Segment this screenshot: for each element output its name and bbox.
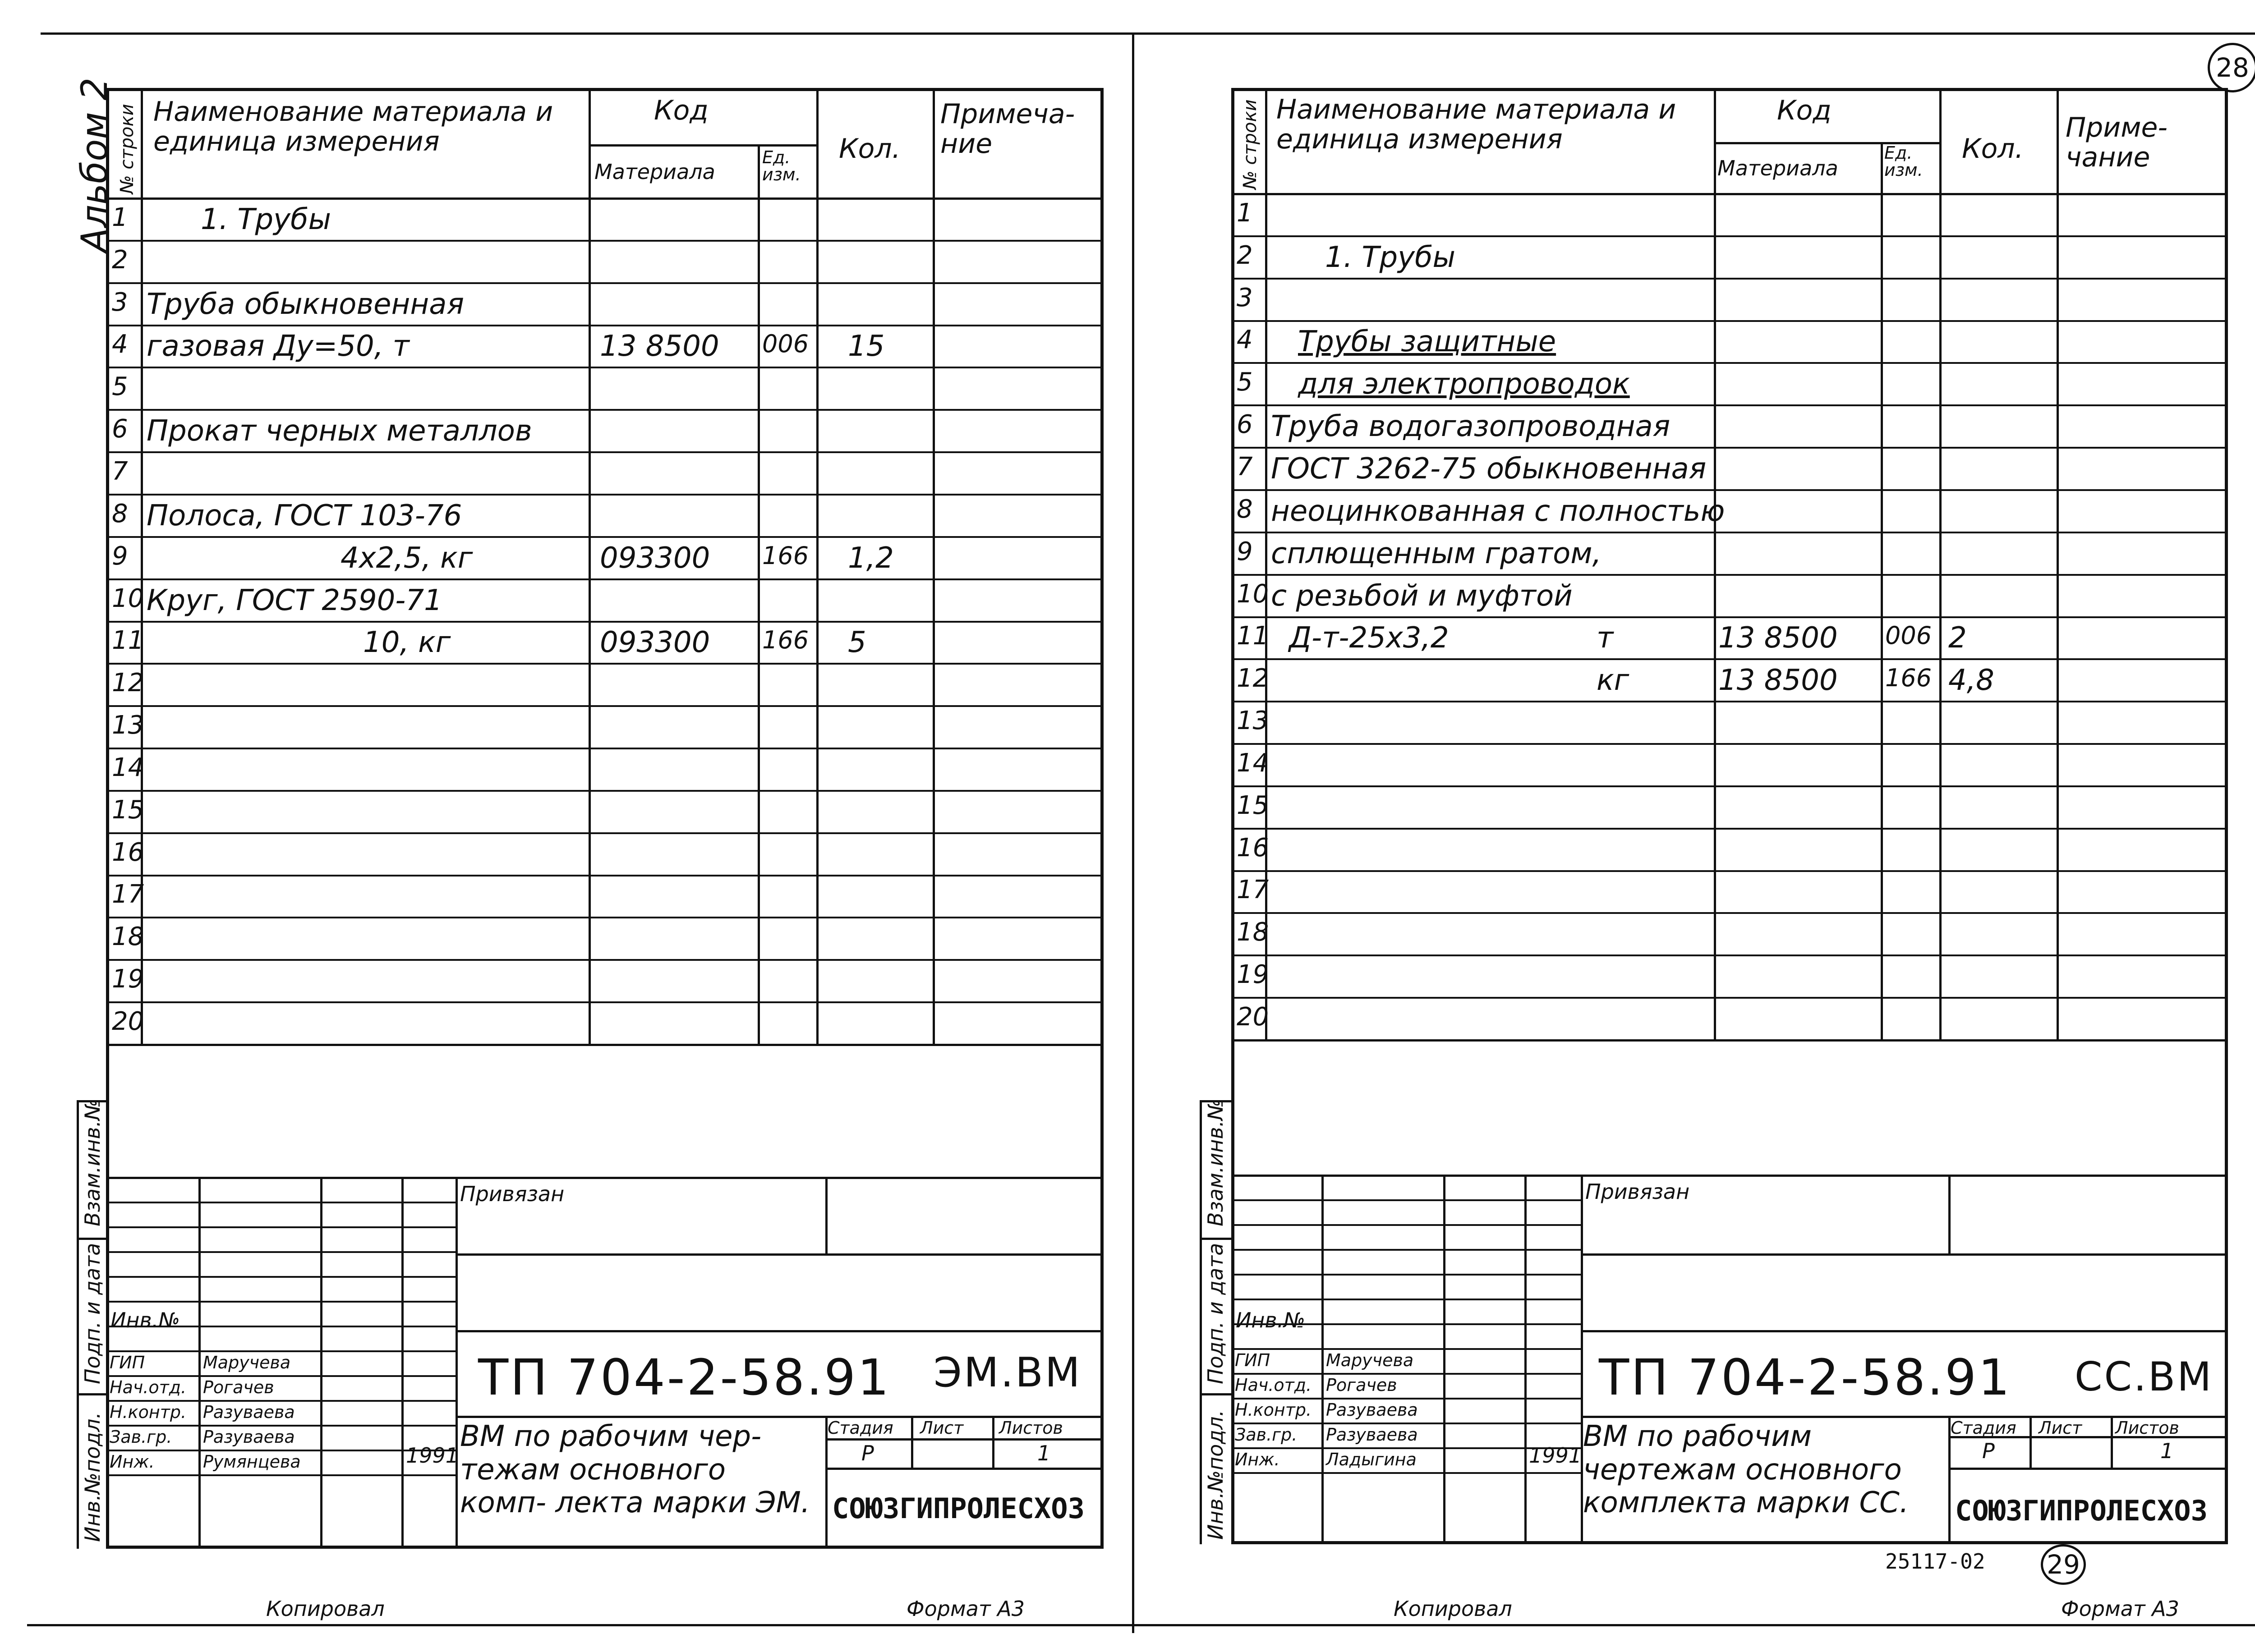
r-side-h2 [1200, 1238, 1231, 1240]
row-divider [106, 663, 1104, 665]
row-divider [1231, 870, 2228, 872]
l-col-name [589, 88, 591, 1044]
stamp-grid-line [106, 1400, 456, 1402]
row-divider [1231, 362, 2228, 364]
stamp-name: Румянцева [203, 1452, 301, 1472]
row-divider [106, 917, 1104, 918]
row-n: 18 [112, 922, 144, 952]
row-divider [1231, 404, 2228, 406]
r-col-name [1714, 88, 1716, 1039]
r-stamp-v-st2 [2111, 1416, 2113, 1468]
row-n: 3 [1237, 283, 1253, 312]
row-name: газовая Ду=50, т [147, 330, 410, 363]
row-n: 15 [112, 795, 144, 825]
row-name: неоцинкованная с полностью [1271, 494, 1725, 528]
row-divider [106, 536, 1104, 538]
r-stage: Р [1982, 1439, 1995, 1463]
stamp-role: Нач.отд. [1235, 1375, 1312, 1395]
r-stamp-top [1231, 1175, 2228, 1177]
stamp-grid-line [1231, 1299, 1581, 1300]
l-privyazan: Привязан [460, 1182, 565, 1206]
row-n: 9 [1237, 537, 1253, 566]
row-unit: 166 [762, 626, 809, 655]
row-divider [106, 621, 1104, 623]
l-stamp-top [106, 1177, 1104, 1179]
r-stamp-v-st1 [2030, 1416, 2032, 1468]
l-hdr-line-no: № строки [117, 104, 138, 194]
stamp-grid-line [1231, 1447, 1581, 1449]
row-qty: 2 [1948, 621, 1967, 655]
row-qty: 1,2 [848, 541, 894, 575]
stamp-grid-line [106, 1276, 456, 1278]
row-divider [106, 705, 1104, 707]
row-n: 5 [1237, 367, 1253, 397]
l-doc-title: ВМ по рабочим чер- тежам основного комп- лекта марки ЭМ. [460, 1420, 810, 1520]
row-code: 093300 [600, 626, 710, 660]
row-n: 1 [1237, 198, 1253, 228]
l-side-h2 [77, 1238, 106, 1240]
page-number-28: 28 [2208, 43, 2255, 92]
row-qty: 5 [848, 626, 866, 660]
r-grid-v2 [1443, 1175, 1445, 1544]
r-hdr-material: Материала [1717, 156, 1838, 180]
l-hdr-material: Материала [594, 160, 715, 184]
stamp-grid-line [106, 1450, 456, 1451]
row-divider [106, 282, 1104, 284]
l-stamp-v-right [825, 1177, 828, 1253]
row-code: 13 8500 [1718, 664, 1838, 698]
row-n: 11 [1237, 621, 1269, 651]
row-n: 4 [112, 330, 128, 359]
l-hdr-sub [589, 144, 816, 147]
l-side-h3 [77, 1393, 106, 1395]
row-divider [106, 367, 1104, 368]
row-name: сплющенным гратом, [1271, 537, 1602, 570]
l-side-3: Инв.№подл. [80, 1412, 105, 1542]
l-hdr-name: Наименование материала и единица измерения [153, 96, 553, 157]
r-side-2: Подп. и дата [1203, 1243, 1228, 1384]
r-side-1: Взам.инв.№ [1203, 1098, 1228, 1226]
row-divider [1231, 447, 2228, 449]
r-hdr-qty: Кол. [1962, 133, 2024, 165]
row-n: 8 [1237, 494, 1253, 524]
row-n: 13 [112, 711, 144, 740]
r-doc-number: ТП 704-2-58.91 [1599, 1349, 2012, 1406]
row-name: 1. Трубы [201, 202, 331, 236]
r-hdr-bottom [1231, 193, 2228, 195]
row-n: 2 [1237, 240, 1253, 270]
row-name: Полоса, ГОСТ 103-76 [147, 499, 462, 532]
l-stamp-v-main [456, 1177, 458, 1549]
row-n: 12 [112, 668, 144, 698]
row-divider [106, 875, 1104, 876]
r-sheets: 1 [2160, 1439, 2174, 1463]
row-mid: кг [1597, 664, 1629, 698]
row-divider [106, 325, 1104, 326]
row-n: 19 [1237, 960, 1269, 990]
l-hdr-bottom [106, 197, 1104, 200]
r-archive-no: 25117-02 [1885, 1549, 1985, 1574]
stamp-role: Инж. [110, 1452, 155, 1472]
l-stamp-v-st1 [911, 1416, 913, 1468]
stamp-role: Н.контр. [110, 1402, 187, 1422]
l-side-v [77, 1100, 79, 1549]
r-col-unit [1939, 88, 1942, 1039]
l-hdr-qty: Кол. [839, 133, 901, 165]
row-n: 13 [1237, 706, 1269, 736]
row-mid: т [1597, 621, 1614, 655]
l-sheets: 1 [1037, 1441, 1051, 1465]
l-side-1: Взам.инв.№ [80, 1098, 105, 1226]
row-name: для электропроводок [1298, 367, 1630, 401]
l-footer-copied: Копировал [266, 1597, 385, 1621]
stamp-grid-line [106, 1474, 456, 1476]
album-label: Альбом 2 [74, 78, 115, 252]
r-inv: Инв.№ [1236, 1308, 1306, 1332]
r-stage-h: Стадия [1951, 1418, 2016, 1438]
row-n: 19 [112, 964, 144, 994]
row-n: 1 [112, 202, 128, 232]
stamp-role: Зав.гр. [1235, 1425, 1298, 1445]
stamp-grid-line [1231, 1224, 1581, 1226]
r-stamp-h2 [1581, 1253, 2228, 1256]
r-stamp-h3 [1581, 1330, 2228, 1332]
stamp-grid-line [106, 1301, 456, 1303]
row-n: 2 [112, 245, 128, 275]
r-year: 1991 [1529, 1443, 1582, 1468]
l-stage: Р [861, 1441, 874, 1465]
l-grid-v1 [198, 1177, 201, 1549]
stamp-grid-line [1231, 1348, 1581, 1350]
row-name: Д-т-25х3,2 [1289, 621, 1449, 655]
row-name: 10, кг [363, 626, 451, 660]
row-n: 14 [112, 753, 144, 782]
row-divider [1231, 574, 2228, 576]
r-doc-mark: СС.ВМ [2075, 1354, 2214, 1400]
r-grid-v1 [1321, 1175, 1324, 1544]
row-divider [1231, 616, 2228, 618]
r-doc-title: ВМ по рабочим чертежам основного комплекта марки СС. [1583, 1420, 1909, 1520]
r-side-v [1200, 1100, 1202, 1544]
row-divider [106, 578, 1104, 580]
right-frame [1231, 88, 2228, 1544]
stamp-name: Разуваева [203, 1427, 295, 1447]
row-divider [106, 1001, 1104, 1003]
r-col-qty [2057, 88, 2059, 1039]
r-grid-v3 [1524, 1175, 1527, 1544]
stamp-grid-line [1231, 1199, 1581, 1201]
row-divider [1231, 235, 2228, 237]
l-hdr-code: Код [654, 95, 709, 126]
row-name: Труба обыкновенная [147, 287, 464, 321]
row-n: 8 [112, 499, 128, 528]
stamp-grid-line [106, 1226, 456, 1228]
l-org: СОЮЗГИПРОЛЕСХОЗ [832, 1492, 1085, 1525]
row-n: 20 [1237, 1002, 1269, 1032]
row-divider [1231, 954, 2228, 956]
row-qty: 4,8 [1948, 664, 1994, 698]
row-n: 6 [1237, 410, 1253, 440]
row-n: 5 [112, 372, 128, 402]
row-n: 7 [112, 456, 128, 486]
page-number-29: 29 [2041, 1544, 2086, 1585]
row-divider [106, 494, 1104, 496]
l-stamp-h-stage2 [825, 1468, 1104, 1470]
stamp-name: Разуваева [1326, 1400, 1418, 1420]
stamp-grid-line [1231, 1423, 1581, 1424]
l-stage-h: Стадия [828, 1418, 893, 1438]
stamp-role: Инж. [1235, 1450, 1280, 1469]
row-n: 4 [1237, 325, 1253, 355]
row-name: 4х2,5, кг [341, 541, 473, 575]
stamp-grid-line [106, 1350, 456, 1352]
stamp-role: Нач.отд. [110, 1377, 187, 1397]
stamp-name: Ладыгина [1326, 1450, 1417, 1469]
row-n: 17 [112, 880, 144, 909]
row-name: Прокат черных металлов [147, 414, 532, 448]
l-stamp-h-stage [825, 1438, 1104, 1441]
r-sheet-h: Лист [2039, 1418, 2082, 1438]
r-side-h3 [1200, 1393, 1231, 1395]
row-divider [1231, 701, 2228, 702]
row-n: 16 [1237, 833, 1269, 863]
l-sheet-h: Лист [920, 1418, 964, 1438]
r-hdr-line-no: № строки [1240, 99, 1261, 189]
row-unit: 006 [762, 330, 809, 358]
row-n: 20 [112, 1007, 144, 1037]
r-side-3: Инв.№подл. [1203, 1409, 1228, 1540]
r-table-bottom [1231, 1039, 2228, 1042]
l-stamp-v-st2 [992, 1416, 994, 1468]
row-divider [106, 959, 1104, 961]
r-privyazan: Привязан [1585, 1179, 1690, 1204]
stamp-role: ГИП [110, 1353, 145, 1372]
row-divider [1231, 997, 2228, 999]
l-col-unit [816, 88, 819, 1044]
r-footer-format: Формат А3 [2061, 1597, 2179, 1621]
stamp-grid-line [1231, 1472, 1581, 1474]
row-name: Труба водогазопроводная [1271, 410, 1671, 444]
row-divider [106, 409, 1104, 411]
row-n: 6 [112, 414, 128, 444]
sheet-divider [1132, 32, 1134, 1633]
l-grid-v2 [320, 1177, 322, 1549]
row-code: 13 8500 [1718, 621, 1838, 655]
row-n: 12 [1237, 664, 1269, 693]
row-divider [106, 451, 1104, 453]
row-n: 16 [112, 837, 144, 867]
stamp-grid-line [106, 1425, 456, 1427]
r-hdr-unit: Ед. изм. [1884, 143, 1923, 180]
stamp-name: Разуваева [1326, 1425, 1418, 1445]
stamp-grid-line [1231, 1398, 1581, 1400]
stamp-name: Маручева [203, 1353, 291, 1372]
l-side-2: Подп. и дата [80, 1243, 105, 1384]
r-stamp-h-stage2 [1948, 1468, 2228, 1470]
stamp-grid-line [106, 1375, 456, 1377]
row-divider [1231, 320, 2228, 322]
row-divider [106, 748, 1104, 749]
l-footer-format: Формат А3 [907, 1597, 1025, 1621]
row-n: 15 [1237, 790, 1269, 820]
row-n: 7 [1237, 452, 1253, 482]
r-sheets-h: Листов [2115, 1418, 2179, 1438]
r-hdr-name: Наименование материала и единица измерения [1276, 94, 1676, 155]
stamp-role: ГИП [1235, 1350, 1270, 1370]
row-name: 1. Трубы [1325, 240, 1455, 274]
r-hdr-note: Приме- чание [2066, 112, 2168, 173]
stamp-role: Зав.гр. [110, 1427, 172, 1447]
l-doc-number: ТП 704-2-58.91 [478, 1349, 891, 1406]
row-divider [1231, 828, 2228, 830]
stamp-name: Маручева [1326, 1350, 1414, 1370]
row-code: 093300 [600, 541, 710, 575]
l-sheets-h: Листов [999, 1418, 1063, 1438]
stamp-name: Рогачев [203, 1377, 274, 1397]
row-n: 14 [1237, 748, 1269, 778]
row-n: 10 [1237, 579, 1269, 609]
row-divider [1231, 785, 2228, 787]
row-code: 13 8500 [600, 330, 719, 363]
stamp-role: Н.контр. [1235, 1400, 1312, 1420]
l-hdr-unit: Ед. изм. [762, 147, 801, 184]
stamp-grid-line [1231, 1249, 1581, 1251]
row-name: с резьбой и муфтой [1271, 579, 1573, 613]
row-divider [1231, 278, 2228, 280]
row-name: ГОСТ 3262-75 обыкновенная [1271, 452, 1707, 486]
r-hdr-code: Код [1777, 95, 1832, 126]
row-divider [1231, 658, 2228, 660]
row-n: 10 [112, 583, 144, 613]
l-grid-v3 [401, 1177, 404, 1549]
row-divider [106, 832, 1104, 834]
row-unit: 166 [1885, 664, 1932, 693]
row-n: 18 [1237, 918, 1269, 947]
row-n: 9 [112, 541, 128, 571]
row-divider [1231, 532, 2228, 533]
row-unit: 006 [1885, 621, 1932, 650]
l-year: 1991 [406, 1443, 459, 1468]
row-n: 3 [112, 287, 128, 317]
row-divider [1231, 912, 2228, 914]
stamp-grid-line [1231, 1373, 1581, 1375]
l-col-qty [933, 88, 935, 1044]
stamp-grid-line [106, 1202, 456, 1203]
row-divider [106, 240, 1104, 242]
stamp-name: Разуваева [203, 1402, 295, 1422]
stamp-grid-line [1231, 1274, 1581, 1276]
l-inv: Инв.№ [110, 1308, 180, 1332]
l-stamp-h3 [456, 1330, 1104, 1332]
l-doc-mark: ЭМ.ВМ [934, 1349, 1082, 1396]
row-n: 11 [112, 626, 144, 656]
r-footer-copied: Копировал [1394, 1597, 1512, 1621]
stamp-name: Рогачев [1326, 1375, 1397, 1395]
row-divider [1231, 489, 2228, 491]
l-stamp-h2 [456, 1253, 1104, 1256]
r-stamp-v-right [1948, 1175, 1951, 1253]
row-name: Круг, ГОСТ 2590-71 [147, 583, 442, 617]
row-name: Трубы защитные [1298, 325, 1556, 359]
l-table-bottom [106, 1044, 1104, 1046]
stamp-grid-line [106, 1251, 456, 1253]
l-hdr-note: Примеча- ние [940, 98, 1075, 160]
top-rule [41, 32, 2255, 35]
row-n: 17 [1237, 875, 1269, 905]
row-unit: 166 [762, 541, 809, 570]
row-qty: 15 [848, 330, 885, 363]
bottom-rule [27, 1624, 2255, 1626]
row-divider [106, 790, 1104, 792]
l-col-code [758, 147, 760, 1044]
r-org: СОЮЗГИПРОЛЕСХОЗ [1955, 1494, 2208, 1527]
row-divider [1231, 743, 2228, 745]
